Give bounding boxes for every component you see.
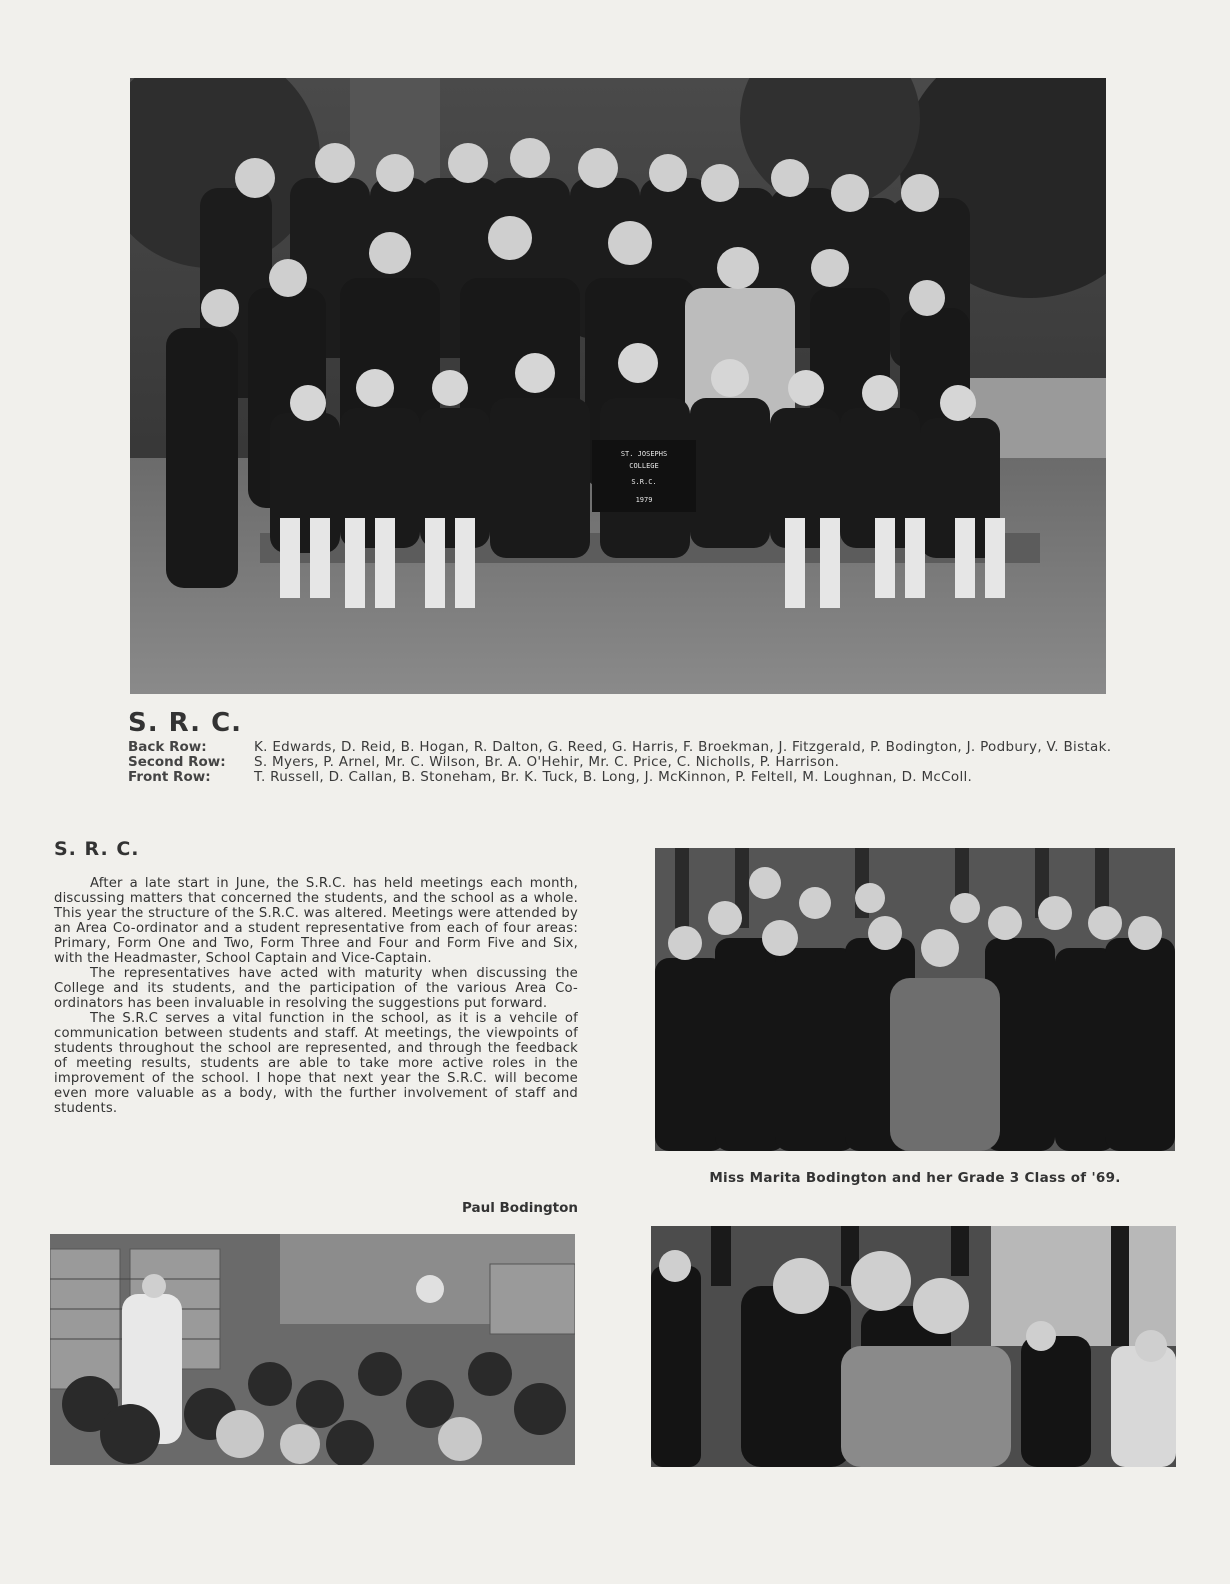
sign-line-2: COLLEGE bbox=[629, 462, 659, 470]
article-heading: S. R. C. bbox=[54, 838, 140, 860]
caption-title: S. R. C. bbox=[128, 708, 243, 738]
class-photo bbox=[655, 848, 1175, 1151]
party-photo bbox=[651, 1226, 1176, 1467]
class-photo-caption: Miss Marita Bodington and her Grade 3 Class of '69. bbox=[709, 1170, 1121, 1186]
row-names: S. Myers, P. Arnel, Mr. C. Wilson, Br. A. O'Hehir, Mr. C. Price, C. Nicholls, P. Harrison. bbox=[254, 754, 840, 770]
sign-line-1: ST. JOSEPHS bbox=[620, 450, 668, 458]
article-paragraph: The representatives have acted with maturity when discussing the College and its students, and the participation of the various Area Co-ordinators has been invaluable in resolving the suggestions put forward. bbox=[54, 966, 578, 1011]
row-label: Back Row: bbox=[128, 739, 207, 755]
caption-row-front bbox=[128, 770, 1128, 785]
row-names: T. Russell, D. Callan, B. Stoneham, Br. K. Tuck, B. Long, J. McKinnon, P. Feltell, M. Loughnan, D. McColl. bbox=[254, 769, 973, 785]
article-paragraph: The S.R.C serves a vital function in the school, as it is a vehcile of communication between students and staff. At meetings, the viewpoints of students throughout the school are represented, and through the feedback of meeting results, students are able to take more active roles in the improvement of the school. I hope that next year the S.R.C. will become even more valuable as a body, with the further involvement of staff and students. bbox=[54, 1011, 578, 1116]
sign-line-3: S.R.C. bbox=[631, 478, 657, 486]
article-body bbox=[54, 876, 578, 1116]
row-label: Second Row: bbox=[128, 754, 226, 770]
row-label: Front Row: bbox=[128, 769, 211, 785]
group-photo bbox=[130, 78, 1106, 694]
library-photo bbox=[50, 1234, 575, 1465]
article-paragraph: After a late start in June, the S.R.C. has held meetings each month, discussing matters that concerned the students, and the school as a whole. This year the structure of the S.R.C. was altered. Meetings were attended by an Area Co-ordinator and a student representative from each of four areas: Primary, Form One and Two, Form Three and Four and Form Five and Six, with the Headmaster, School Captain and Vice-Captain. bbox=[54, 876, 578, 966]
caption-row-second bbox=[128, 755, 1128, 770]
caption-row-back bbox=[128, 740, 1128, 755]
group-photo-caption bbox=[128, 708, 1128, 785]
row-names: K. Edwards, D. Reid, B. Hogan, R. Dalton, G. Reed, G. Harris, F. Broekman, J. Fitzgerald, P. Bodington, J. Podbury, V. Bistak. bbox=[254, 739, 1112, 755]
sign-line-4: 1979 bbox=[635, 496, 653, 504]
article-author: Paul Bodington bbox=[461, 1200, 578, 1216]
